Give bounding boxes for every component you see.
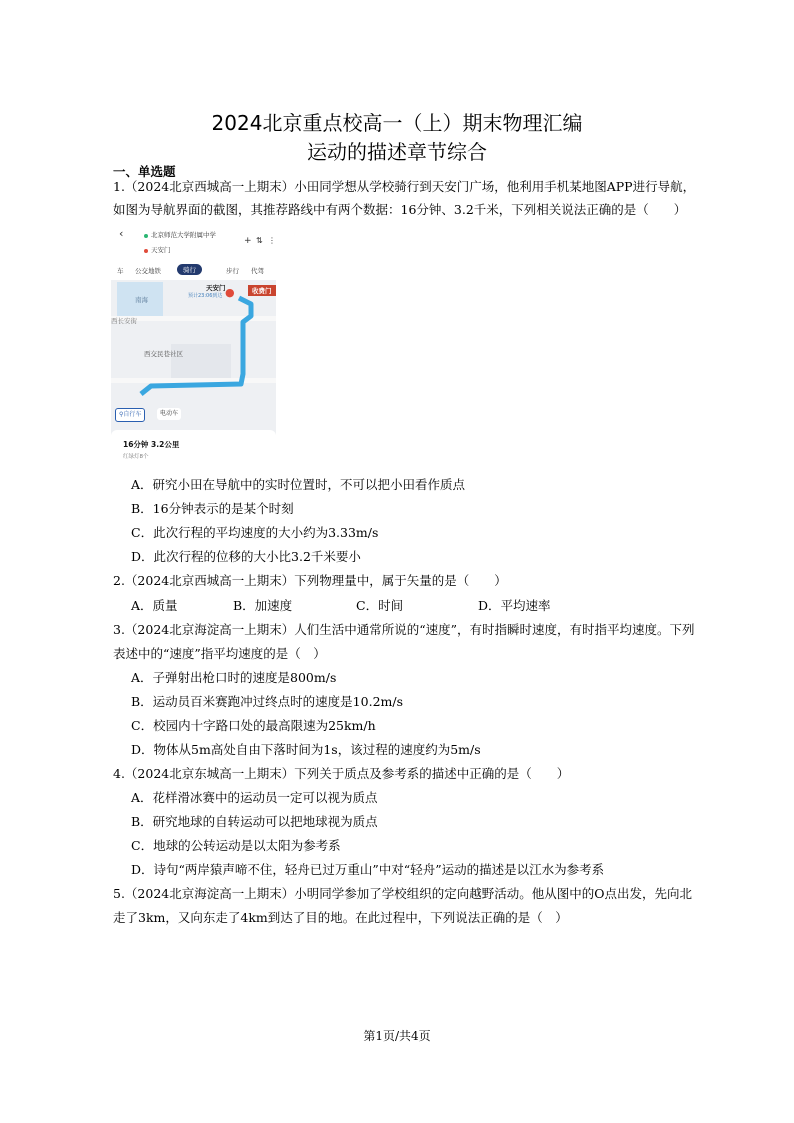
plus-icon: + <box>244 236 252 246</box>
question-2-option-a: A．质量 <box>131 598 178 613</box>
tab-driver: 代驾 <box>251 267 264 275</box>
pin-icon: ● <box>225 286 235 299</box>
tab-transit: 公交地铁 <box>135 267 161 275</box>
question-4-option-d: D．诗句“两岸猿声啼不住，轻舟已过万重山”中对“轻舟”运动的描述是以江水为参考系 <box>131 862 605 877</box>
question-4-option-c: C．地球的公转运动是以太阳为参考系 <box>131 838 341 853</box>
question-3-stem-line1: 3.（2024北京海淀高一上期末）人们生活中通常所说的“速度”，有时指瞬时速度，有时指平均速度。下列 <box>113 622 695 637</box>
section-heading: 一、单选题 <box>113 164 176 179</box>
arrival-hint: 预计23:06到达 <box>188 293 223 299</box>
bike-chip <box>115 408 145 422</box>
page-title-line2: 运动的描述章节综合 <box>307 140 487 164</box>
place-label-nanhai: 南海 <box>135 296 148 304</box>
question-1-option-a: A．研究小田在导航中的实时位置时，不可以把小田看作质点 <box>131 477 466 492</box>
map-road-h2 <box>111 378 276 383</box>
question-3-option-b: B．运动员百米赛跑冲过终点时的速度是10.2m/s <box>131 694 403 709</box>
tab-car: 车 <box>117 267 124 275</box>
bike-chip-label: 自行车 <box>123 411 142 418</box>
question-3-option-c: C．校园内十字路口处的最高限速为25km/h <box>131 718 376 733</box>
question-2-option-b: B．加速度 <box>233 598 293 613</box>
route-origin: 北京师范大学附属中学 <box>151 231 216 239</box>
tab-walk: 步行 <box>226 267 239 275</box>
place-label-chang-an: 西长安街 <box>111 317 137 325</box>
more-icon: ⋮ <box>268 236 276 245</box>
place-label-community: 西交民巷社区 <box>144 350 183 358</box>
ebike-chip <box>157 408 181 420</box>
page-footer: 第1页/共4页 <box>363 1029 431 1043</box>
bike-icon: ⚲ <box>119 411 124 418</box>
question-1-option-b: B．16分钟表示的是某个时刻 <box>131 501 294 516</box>
question-2-option-d: D．平均速率 <box>478 598 551 613</box>
question-5-stem-line2: 走了3km，又向东走了4km到达了目的地。在此过程中，下列说法正确的是（ ） <box>113 910 568 925</box>
question-4-option-b: B．研究地球的自转运动可以把地球视为质点 <box>131 814 378 829</box>
question-3-option-a: A．子弹射出枪口时的速度是800m/s <box>131 670 337 685</box>
question-4-stem: 4.（2024北京东城高一上期末）下列关于质点及参考系的描述中正确的是（ ） <box>113 766 570 781</box>
gate-badge: 收费门 <box>248 285 276 296</box>
question-2-option-c: C．时间 <box>356 598 404 613</box>
back-arrow-icon: ‹ <box>119 227 124 240</box>
route-summary: 16分钟 3.2公里 <box>123 440 180 449</box>
ebike-chip-label: 电动车 <box>160 410 179 417</box>
route-summary-card <box>111 430 276 468</box>
question-1-option-c: C．此次行程的平均速度的大小约为3.33m/s <box>131 525 379 540</box>
tab-cycling: 骑行 <box>177 264 202 275</box>
navigation-map-figure <box>111 224 276 468</box>
question-1-option-d: D．此次行程的位移的大小比3.2千米要小 <box>131 549 361 564</box>
question-2-stem: 2.（2024北京西城高一上期末）下列物理量中，属于矢量的是（ ） <box>113 573 507 588</box>
swap-icon: ⇅ <box>256 236 263 245</box>
question-4-option-a: A．花样滑冰赛中的运动员一定可以视为质点 <box>131 790 378 805</box>
route-summary-sub: 红绿灯8个 <box>123 454 149 460</box>
page-title-line1: 2024北京重点校高一（上）期末物理汇编 <box>211 111 583 135</box>
question-1-stem-line2: 如图为导航界面的截图，其推荐路线中有两个数据：16分钟、3.2千米，下列相关说法正确的是（ ） <box>113 202 687 217</box>
question-3-stem-line2: 表述中的“速度”指平均速度的是（ ） <box>113 646 326 661</box>
question-1-stem-line1: 1.（2024北京西城高一上期末）小田同学想从学校骑行到天安门广场，他利用手机某地图APP进行导航， <box>113 179 696 194</box>
destination-label: 天安门 <box>206 284 226 292</box>
question-3-option-d: D．物体从5m高处自由下落时间为1s，该过程的速度约为5m/s <box>131 742 481 757</box>
route-destination: 天安门 <box>151 246 171 254</box>
question-5-stem-line1: 5.（2024北京海淀高一上期末）小明同学参加了学校组织的定向越野活动。他从图中的O点出发，先向北 <box>113 886 692 901</box>
